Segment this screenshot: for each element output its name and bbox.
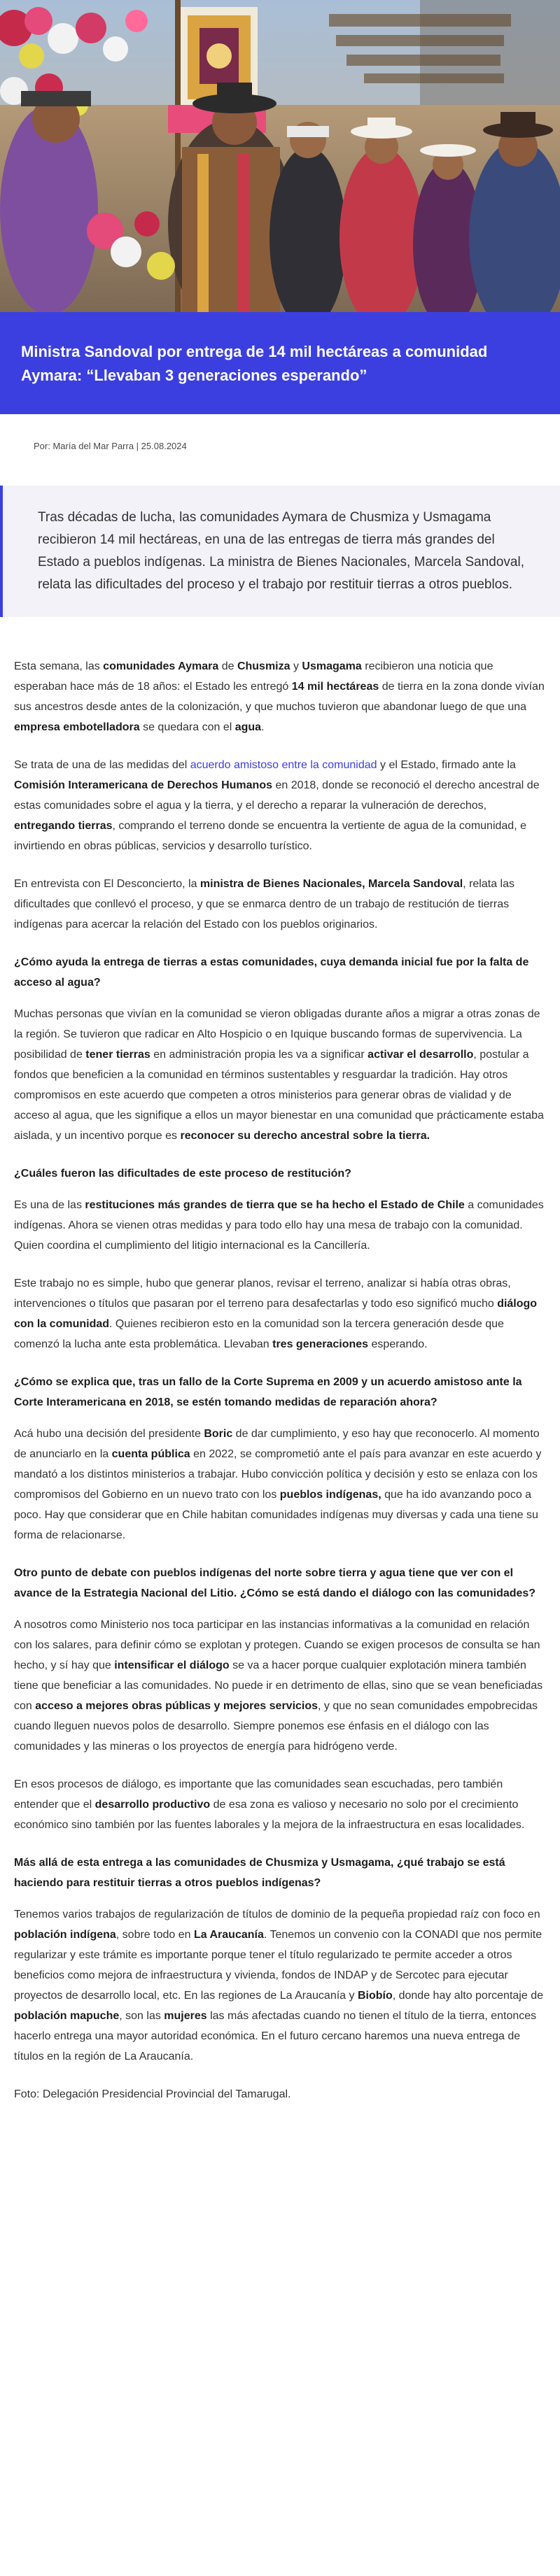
byline: [0, 414, 560, 469]
answer-4b: En esos procesos de diálogo, es importante que las comunidades sean escuchadas, pero también entender que el desarrollo productivo de esa zona es valioso y necesario no solo por el crecimiento económico sino también por las fuentes laborales y la mejora de la infraestructura en esas localidades.: [14, 1778, 525, 1831]
answer-2b: Este trabajo no es simple, hubo que generar planos, revisar el terreno, analizar si había otras obras, intervenciones o títulos que pasaran por el terreno para desafectarlas y todo eso significó mucho diálogo con la comunidad. Quienes recibieron esto en la comunidad son la tercera generación desde que comenzó la lucha ante esta problemática. Llevaban tres generaciones esperando.: [14, 1278, 538, 1350]
answer-2a: Es una de las restituciones más grandes de tierra que se ha hecho el Estado de Chile a comunidades indígenas. Ahora se vienen otras medidas y para todo ello hay una mesa de trabajo con la comunidad. Quien coordina el cumplimiento del litigio internacional es la Cancillería.: [14, 1199, 544, 1252]
answer-1: Muchas personas que vivían en la comunidad se vieron obligadas durante años a migrar a otras zonas de la región. Se tuvieron que radicar en Alto Hospicio o en Iquique buscando formas de supervivencia. La posibilidad de tener tierras en administración propia les va a significar activar el desarrollo, postular a fondos que beneficien a la comunidad en términos sustentables y resguardar la tradición. Hay otros compromisos en este acuerdo que competen a otros ministerios para generar obras de vialidad y de acceso al agua, que les signifique a ellos un mayor bienestar en una comunidad que prácticamente estaba aislada, y un incentivo porque es reconocer su derecho ancestral sobre la tierra.: [14, 1008, 544, 1142]
answer-4a: A nosotros como Ministerio nos toca participar en las instancias informativas a la comunidad en relación con los salares, para definir cómo se explotan y protegen. Cuando se exigen procesos de consulta se han hecho, y sí hay que intensificar el diálogo se va a hacer porque cualquier explotación minera también tiene que beneficiar a las comunidades. No puede ir en detrimento de ellas, sino que se vean beneficiadas con acceso a mejores obras públicas y mejores servicios, y que no sean comunidades empobrecidas cuando lleguen nuevos polos de desarrollo. Siempre ponemos ese énfasis en el diálogo con las comunidades y las mineras o los proyectos de energía para hidrógeno verde.: [14, 1619, 543, 1753]
question-2: ¿Cuáles fueron las dificultades de este proceso de restitución?: [14, 1168, 351, 1180]
publish-date: 25.08.2024: [141, 441, 187, 451]
byline-prefix: Por:: [34, 441, 53, 451]
question-1: ¿Cómo ayuda la entrega de tierras a estas comunidades, cuya demanda inicial fue por la falta de acceso al agua?: [14, 956, 529, 989]
hero-photo: [0, 0, 560, 312]
lead-paragraph: Tras décadas de lucha, las comunidades Aymara de Chusmiza y Usmagama recibieron 14 mil hectáreas, en una de las entregas de tierra más grandes del Estado a pueblos indígenas. La ministra de Bienes Nacionales, Marcela Sandoval, relata las dificultades del proceso y el trabajo por restituir tierras a otros pueblos.: [0, 486, 560, 617]
article-title: Ministra Sandoval por entrega de 14 mil hectáreas a comunidad Aymara: “Llevaban 3 generaciones esperando”: [21, 343, 488, 384]
paragraph-1: Esta semana, las comunidades Aymara de Chusmiza y Usmagama recibieron una noticia que esperaban hace más de 18 años: el Estado les entregó 14 mil hectáreas de tierra en la zona donde vivían sus ancestros desde antes de la colonización, y que muchos tuvieron que abandonar luego de que una empresa embotelladora se quedara con el agua.: [14, 660, 545, 733]
hero-photo-illustration: [0, 0, 560, 312]
photo-caption: Foto: Delegación Presidencial Provincial del Tamarugal.: [14, 2088, 291, 2100]
question-4: Otro punto de debate con pueblos indígenas del norte sobre tierra y agua tiene que ver con el avance de la Estrategia Nacional del Litio. ¿Cómo se está dando el diálogo con las comunidades?: [14, 1567, 536, 1599]
byline-separator: |: [134, 441, 141, 451]
question-5: Más allá de esta entrega a las comunidades de Chusmiza y Usmagama, ¿qué trabajo se está haciendo para restituir tierras a otros pueblos indígenas?: [14, 1857, 505, 1889]
paragraph-3: En entrevista con El Desconcierto, la ministra de Bienes Nacionales, Marcela Sandoval, relata las dificultades que conllevó el proceso, y que se enmarca dentro de un trabajo de restitución de tierras indígenas para acercar la relación del Estado con los pueblos originarios.: [14, 878, 514, 930]
answer-3: Acá hubo una decisión del presidente Boric de dar cumplimiento, y eso hay que reconocerlo. Al momento de anunciarlo en la cuenta pública en 2022, se comprometió ante el país para avanzar en este acuerdo y mandató a los distintos ministerios a trabajar. Hubo convicción política y decisión y esto se enlaza con los compromisos del Gobierno en un nuevo trato con los pueblos indígenas, que ha ido avanzando poco a poco. Hay que considerar que en Chile habitan comunidades indígenas muy diversas y cada una tiene su forma de relacionarse.: [14, 1428, 542, 1541]
paragraph-2: Se trata de una de las medidas del acuerdo amistoso entre la comunidad y el Estado, firmado ante la Comisión Interamericana de Derechos Humanos en 2018, donde se reconoció el derecho ancestral de estas comunidades sobre el agua y la tierra, y el derecho a reparar la vulneración de derechos, entregando tierras, comprando el terreno donde se encuentra la vertiente de agua de la comunidad, e invirtiendo en obras públicas, servicios y desarrollo turístico.: [14, 759, 540, 852]
question-3: ¿Cómo se explica que, tras un fallo de la Corte Suprema en 2009 y un acuerdo amistoso ante la Corte Interamericana en 2018, se estén tomando medidas de reparación ahora?: [14, 1376, 522, 1408]
title-band: [0, 312, 560, 414]
article-body: [0, 617, 560, 2104]
answer-5: Tenemos varios trabajos de regularización de títulos de dominio de la pequeña propiedad raíz con foco en población indígena, sobre todo en La Araucanía. Tenemos un convenio con la CONADI que nos permite regularizar y este trámite es importante porque tener el título regularizado te permite acceder a otros beneficios como mejora de infraestructura y vivienda, fondos de INDAP y de Sercotec para ejecutar proyectos de desarrollo local, etc. En las regiones de La Araucanía y Biobío, donde hay alto porcentaje de población mapuche, son las mujeres las más afectadas cuando no tienen el título de la tierra, entonces hacerlo entrega una mayor autoridad económica. En el futuro cercano haremos una nueva entrega de títulos en la región de La Araucanía.: [14, 1909, 543, 2062]
author-name[interactable]: María del Mar Parra: [52, 441, 134, 451]
agreement-link[interactable]: acuerdo amistoso entre la comunidad: [190, 759, 377, 771]
